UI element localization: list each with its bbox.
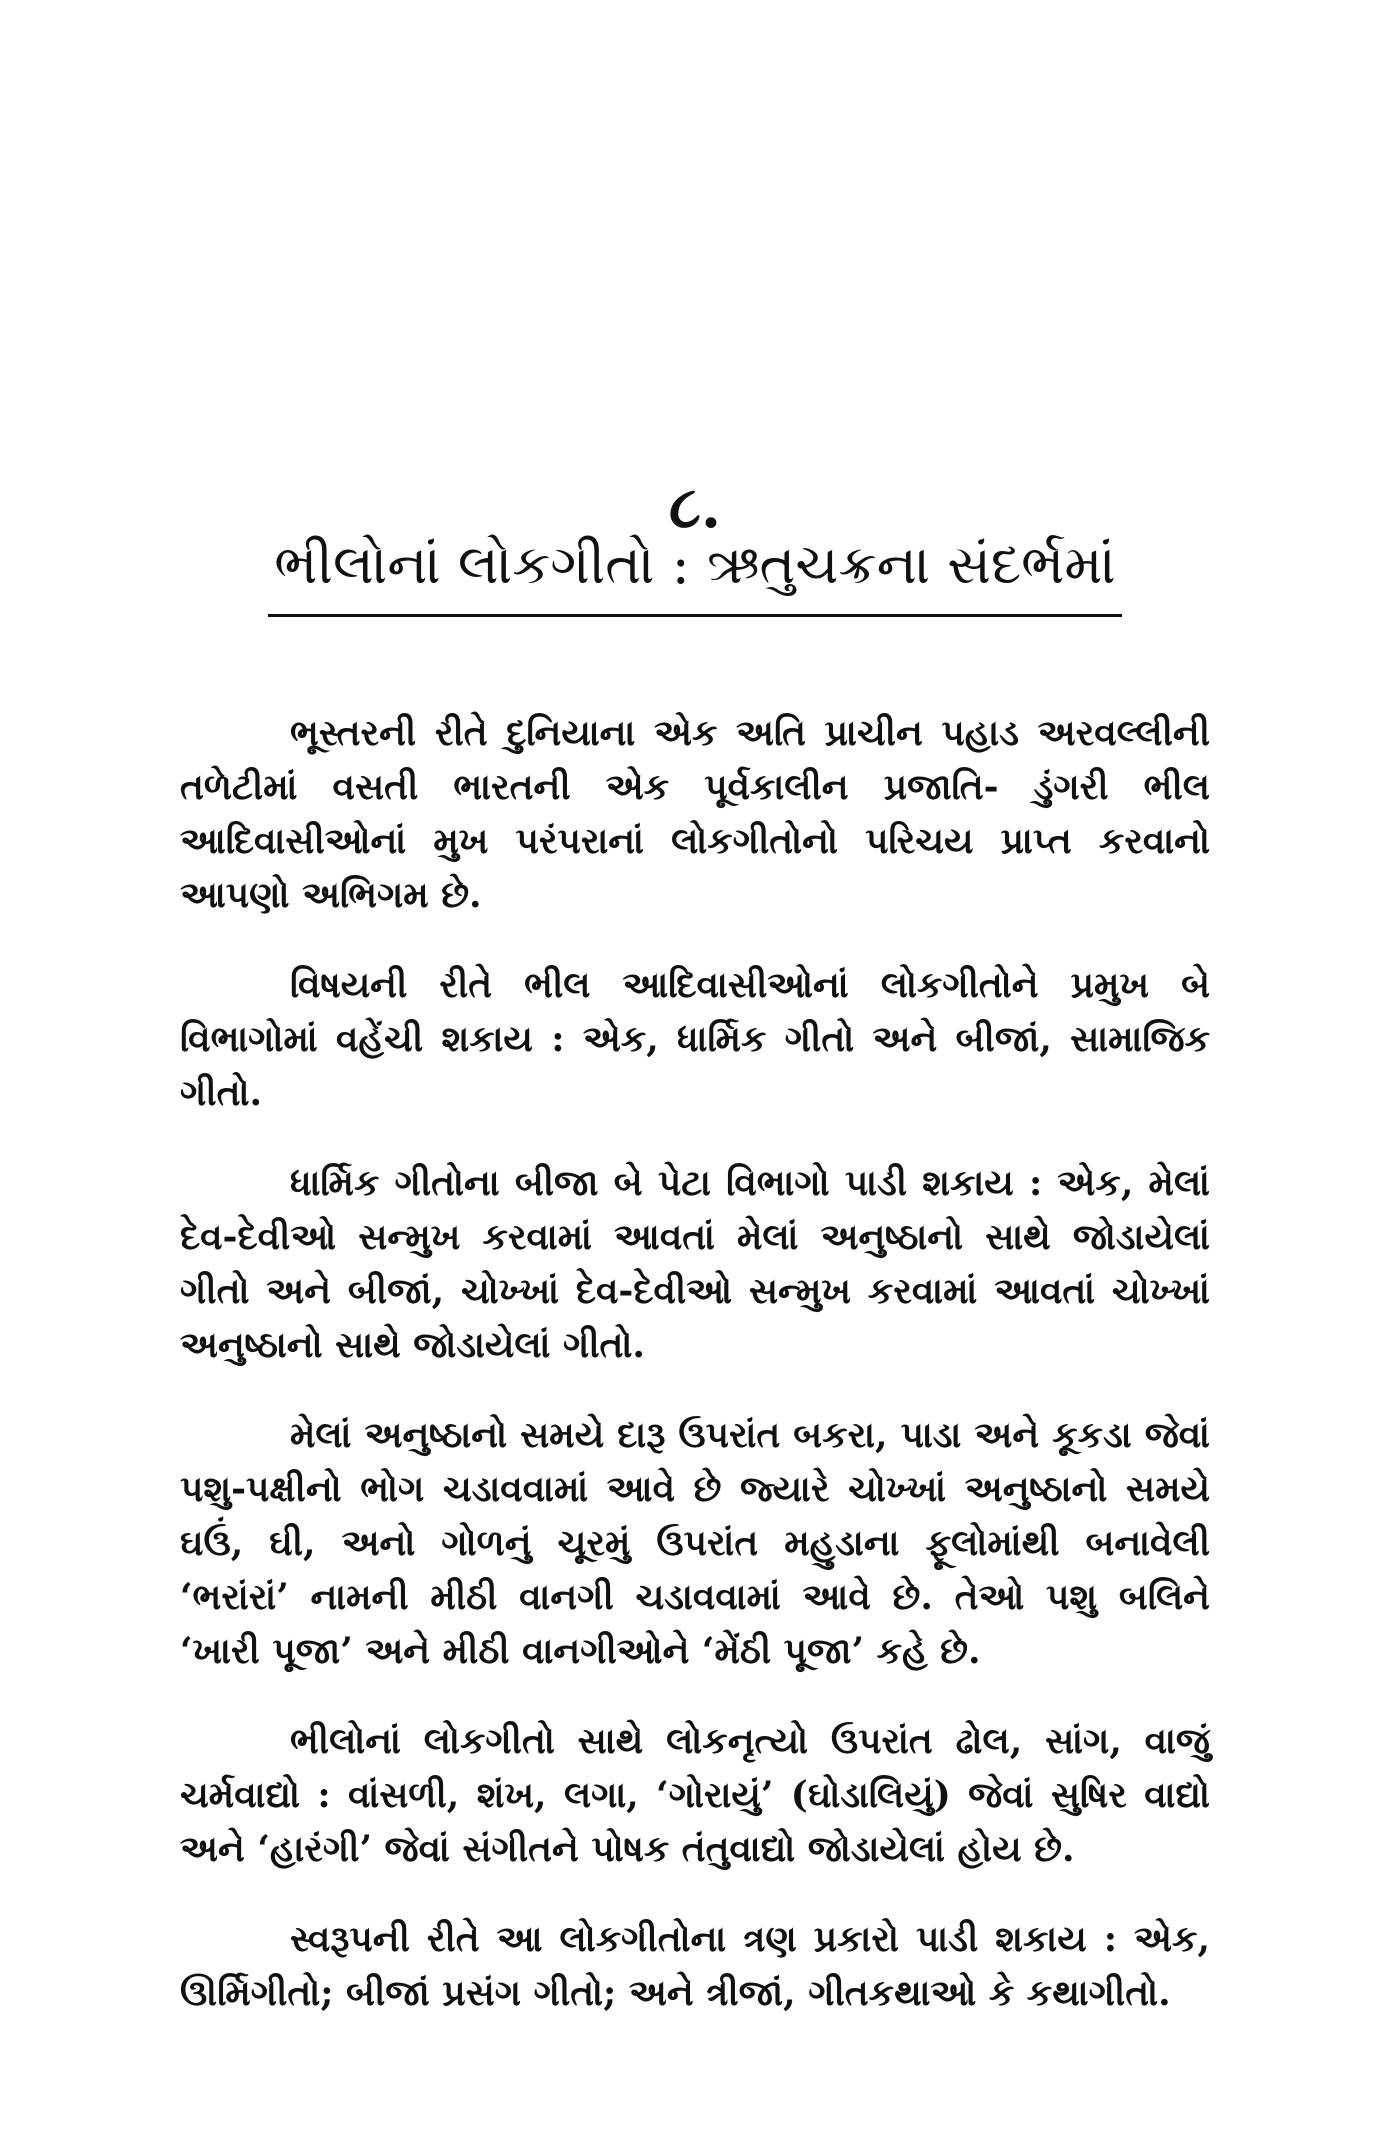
paragraph: ધાર્મિક ગીતોના બીજા બે પેટા વિભાગો પાડી શકાય : એક, મેલાં દેવ-દેવીઓ સન્મુખ કરવામાં આવતાં મેલાં અનુષ્ઠાનો સાથે જોડાયેલાં ગીતો અને બીજાં, ચોખ્ખાં દેવ-દેવીઓ સન્મુખ કરવામાં આવતાં ચોખ્ખાં અનુષ્ઠાનો સાથે જોડાયેલાં ગીતો.	[180, 1162, 1210, 1366]
paragraph: મેલાં અનુષ્ઠાનો સમયે દારૂ ઉપરાંત બકરા, પાડા અને કૂકડા જેવાં પશુ-પક્ષીનો ભોગ ચડાવવામાં આવે છે જ્યારે ચોખ્ખાં અનુષ્ઠાનો સમયે ઘઉં, ઘી, અનો ગોળનું ચૂરમું ઉપરાંત મહુડાના ફૂલોમાંથી બનાવેલી ‘ભરાંરાં’ નામની મીઠી વાનગી ચડાવવામાં આવે છે. તેઓ પશુ બલિને ‘ખારી પૂજા’ અને મીઠી વાનગીઓને ‘મેંઠી પૂજા’ કહે છે.	[180, 1414, 1210, 1672]
chapter-heading	[0, 530, 1390, 617]
paragraph: સ્વરૂપની રીતે આ લોકગીતોના ત્રણ પ્રકારો પાડી શકાય : એક, ઊર્મિગીતો; બીજાં પ્રસંગ ગીતો; અને ત્રીજાં, ગીતકથાઓ કે કથાગીતો.	[180, 1918, 1210, 2014]
chapter-number: ૮.	[668, 473, 722, 541]
chapter-title: ભીલોનાં લોકગીતો : ઋતુચક્રના સંદર્ભમાં	[268, 530, 1121, 617]
paragraph: વિષયની રીતે ભીલ આદિવાસીઓનાં લોકગીતોને પ્રમુખ બે વિભાગોમાં વહેંચી શકાય : એક, ધાર્મિક ગીતો અને બીજાં, સામાજિક ગીતો.	[180, 964, 1210, 1114]
body-text	[180, 706, 1210, 2056]
paragraph: ભૂસ્તરની રીતે દુનિયાના એક અતિ પ્રાચીન પહાડ અરવલ્લીની તળેટીમાં વસતી ભારતની એક પૂર્વકાલીન પ્રજાતિ- ડુંગરી ભીલ આદિવાસીઓનાં મુખ પરંપરાનાં લોકગીતોનો પરિચય પ્રાપ્ત કરવાનો આપણો અભિગમ છે.	[180, 712, 1210, 916]
paragraph: ભીલોનાં લોકગીતો સાથે લોકનૃત્યો ઉપરાંત ઢોલ, સાંગ, વાજું ચર્મવાદ્યો : વાંસળી, શંખ, લગા, ‘ગોરાયું’ (ઘોડાલિયું) જેવાં સુષિર વાદ્યો અને ‘હારંગી’ જેવાં સંગીતને પોષક તંતુવાદ્યો જોડાયેલાં હોય છે.	[180, 1720, 1210, 1870]
